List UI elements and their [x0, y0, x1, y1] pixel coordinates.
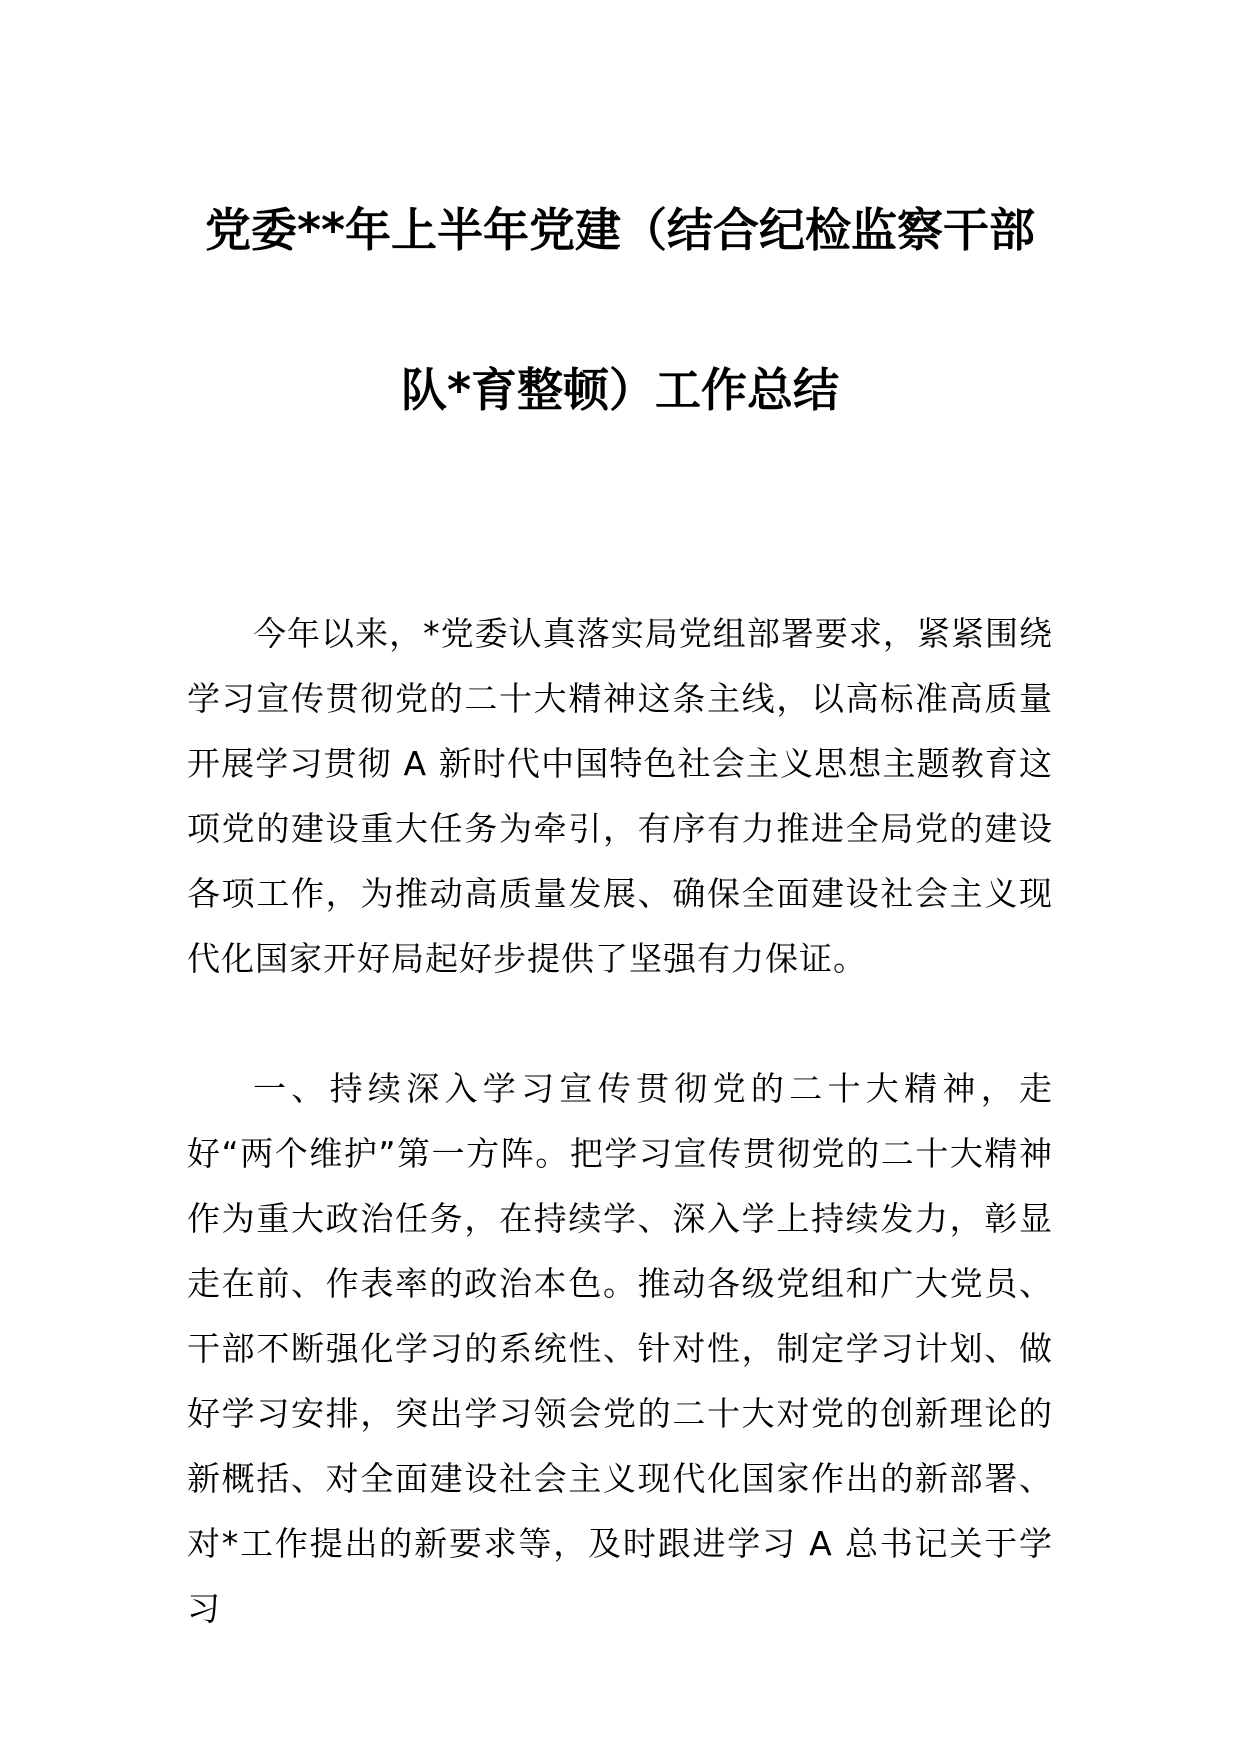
paragraph-intro: 今年以来，*党委认真落实局党组部署要求，紧紧围绕学习宣传贯彻党的二十大精神这条主线，以高标准高质量开展学习贯彻 A 新时代中国特色社会主义思想主题教育这项党的建设重大任务为牵引，有序有力推进全局党的建设各项工作，为推动高质量发展、确保全面建设社会主义现代化国家开好局起好步提供了坚强有力保证。 [187, 614, 1053, 978]
document-title-line-2: 队*育整顿）工作总结 [400, 363, 840, 417]
document-title [187, 150, 1053, 470]
document-title-line-1: 党委**年上半年党建（结合纪检监察干部 [204, 203, 1036, 257]
paragraph-section-one: 一、持续深入学习宣传贯彻党的二十大精神，走好“两个维护”第一方阵。把学习宣传贯彻党的二十大精神作为重大政治任务，在持续学、深入学上持续发力，彰显走在前、作表率的政治本色。推动各级党组和广大党员、干部不断强化学习的系统性、针对性，制定学习计划、做好学习安排，突出学习领会党的二十大对党的创新理论的新概括、对全面建设社会主义现代化国家作出的新部署、对*工作提出的新要求等，及时跟进学习 A 总书记关于学习 [187, 1069, 1053, 1628]
document-body [187, 601, 1053, 1641]
